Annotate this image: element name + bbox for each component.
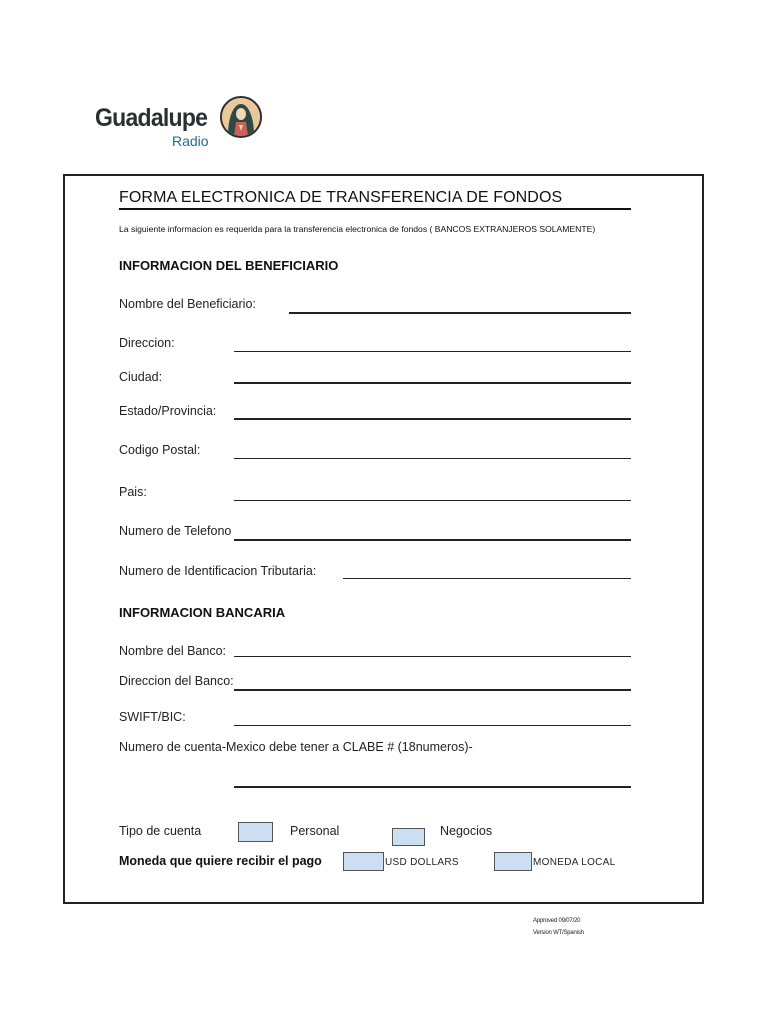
form-title: FORMA ELECTRONICA DE TRANSFERENCIA DE FONDOS — [119, 189, 563, 206]
postal-code-label: Codigo Postal: — [119, 443, 201, 457]
guadalupe-radio-logo — [95, 96, 265, 150]
account-number-field[interactable] — [234, 786, 631, 788]
city-label: Ciudad: — [119, 370, 163, 384]
state-label: Estado/Provincia: — [119, 404, 217, 418]
bank-address-field[interactable] — [234, 689, 631, 691]
currency-label: Moneda que quiere recibir el pago — [119, 854, 322, 868]
address-field[interactable] — [234, 351, 631, 352]
address-label: Direccion: — [119, 336, 175, 350]
form-intro: La siguiente informacion es requerida para la transferencia electronica de fondos ( BANCOS EXTRANJEROS SOLAMENTE) — [119, 224, 596, 234]
tax-id-label: Numero de Identificacion Tributaria: — [119, 564, 317, 578]
account-number-label: Numero de cuenta-Mexico debe tener a CLABE # (18numeros)- — [119, 740, 473, 754]
title-underline — [119, 208, 631, 210]
bank-address-label: Direccion del Banco: — [119, 674, 234, 688]
postal-code-field[interactable] — [234, 458, 631, 459]
virgin-of-guadalupe-icon — [220, 96, 262, 138]
personal-option-label: Personal — [290, 824, 340, 838]
local-currency-checkbox[interactable] — [494, 852, 532, 871]
country-field[interactable] — [234, 500, 631, 501]
swift-label: SWIFT/BIC: — [119, 710, 186, 724]
local-currency-option-label: MONEDA LOCAL — [533, 857, 616, 868]
approval-date: Approved 09/07/20 — [533, 918, 581, 924]
state-field[interactable] — [234, 418, 631, 420]
personal-checkbox[interactable] — [238, 822, 273, 842]
account-type-label: Tipo de cuenta — [119, 824, 202, 838]
logo-subtitle: Radio — [172, 133, 209, 149]
version-note: Version WT/Spanish — [533, 930, 584, 936]
usd-checkbox[interactable] — [343, 852, 384, 871]
bank-name-label: Nombre del Banco: — [119, 644, 227, 658]
tax-id-field[interactable] — [343, 578, 631, 579]
business-checkbox[interactable] — [392, 828, 425, 846]
bank-name-field[interactable] — [234, 656, 631, 657]
beneficiary-name-field[interactable] — [289, 312, 631, 314]
business-option-label: Negocios — [440, 824, 493, 838]
bank-section-heading: INFORMACION BANCARIA — [119, 605, 286, 620]
usd-option-label: USD DOLLARS — [385, 857, 459, 868]
city-field[interactable] — [234, 382, 631, 384]
logo-wordmark: Guadalupe — [95, 104, 208, 132]
beneficiary-section-heading: INFORMACION DEL BENEFICIARIO — [119, 258, 339, 273]
swift-field[interactable] — [234, 725, 631, 726]
phone-field[interactable] — [234, 539, 631, 541]
country-label: Pais: — [119, 485, 147, 499]
phone-label: Numero de Telefono — [119, 524, 232, 538]
beneficiary-name-label: Nombre del Beneficiario: — [119, 297, 256, 311]
